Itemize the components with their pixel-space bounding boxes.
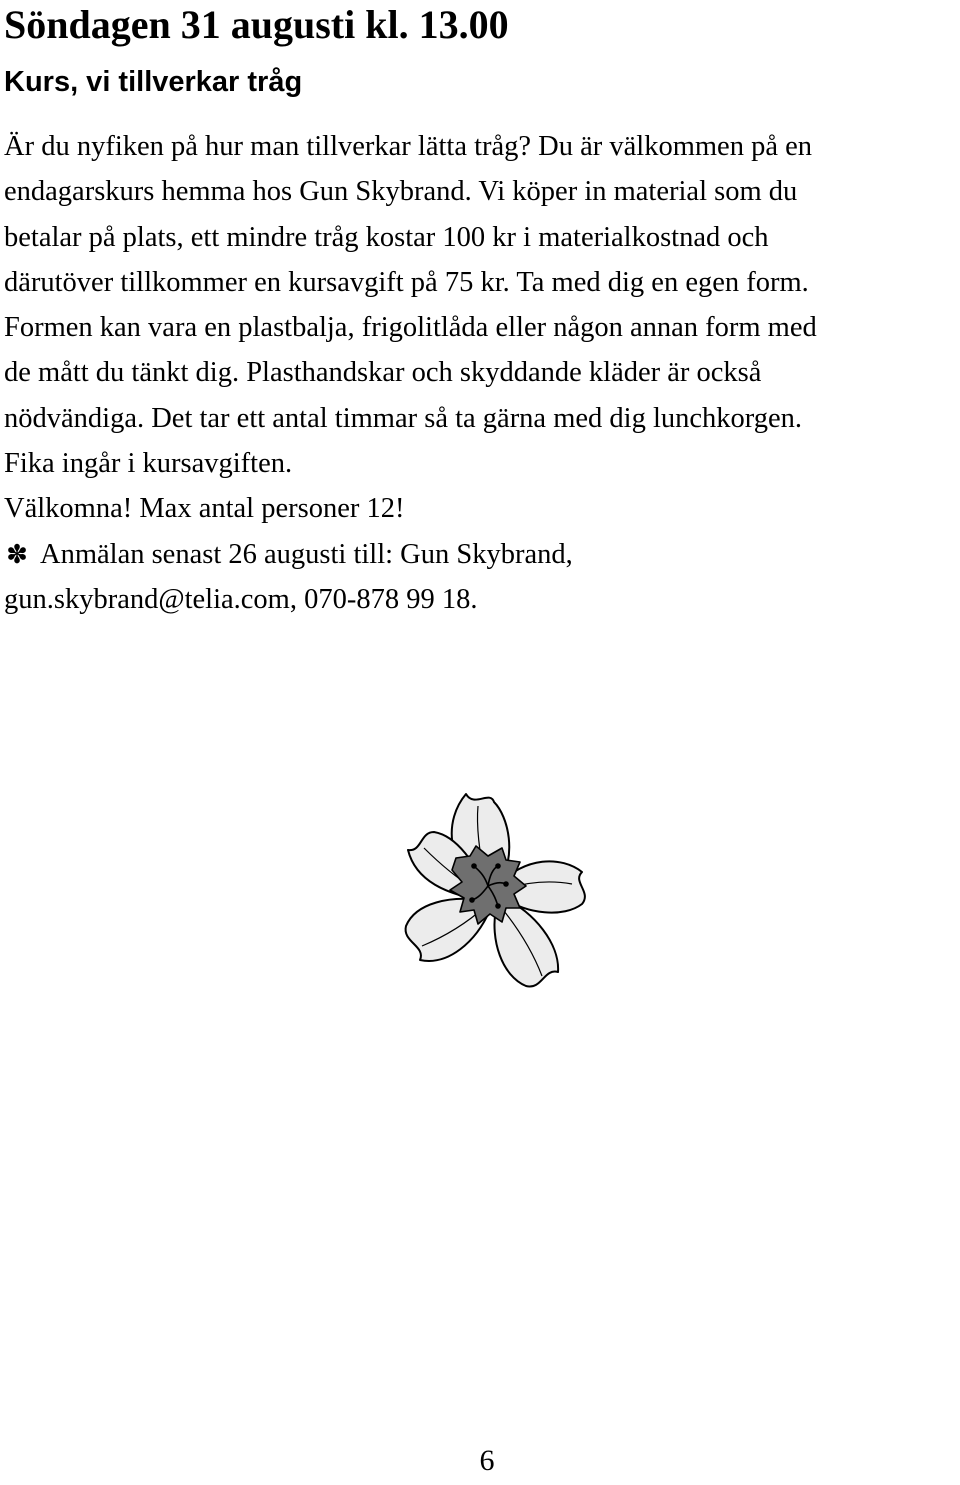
body-line: Välkomna! Max antal personer 12! [4, 493, 405, 525]
registration-line [4, 532, 960, 577]
page-number: 6 [479, 1444, 495, 1477]
registration-text: Anmälan senast 26 augusti till: Gun Skybrand, [40, 538, 573, 570]
body-line: betalar på plats, ett mindre tråg kostar 100 kr i materialkostnad och [4, 221, 769, 253]
body-line: endagarskurs hemma hos Gun Skybrand. Vi köper in material som du [4, 176, 798, 208]
body-line: Fika ingår i kursavgiften. [4, 448, 293, 480]
body-line: Formen kan vara en plastbalja, frigolitlåda eller någon annan form med [4, 312, 817, 344]
contact-line: gun.skybrand@telia.com, 070-878 99 18. [4, 583, 478, 615]
body-line: Är du nyfiken på hur man tillverkar lätta tråg? Du är välkommen på en [4, 131, 813, 162]
body-line: de mått du tänkt dig. Plasthandskar och skyddande kläder är också [4, 357, 762, 389]
course-subtitle: Kurs, vi tillverkar tråg [4, 66, 303, 98]
asterisk-flower-icon: ✽ [6, 539, 28, 569]
page-title: Söndagen 31 augusti kl. 13.00 [4, 2, 509, 47]
course-description [4, 124, 960, 622]
body-line: nödvändiga. Det tar ett antal timmar så ta gärna med dig lunchkorgen. [4, 402, 803, 434]
flower-icon [386, 786, 592, 1000]
body-line: därutöver tillkommer en kursavgift på 75 kr. Ta med dig en egen form. [4, 266, 809, 298]
